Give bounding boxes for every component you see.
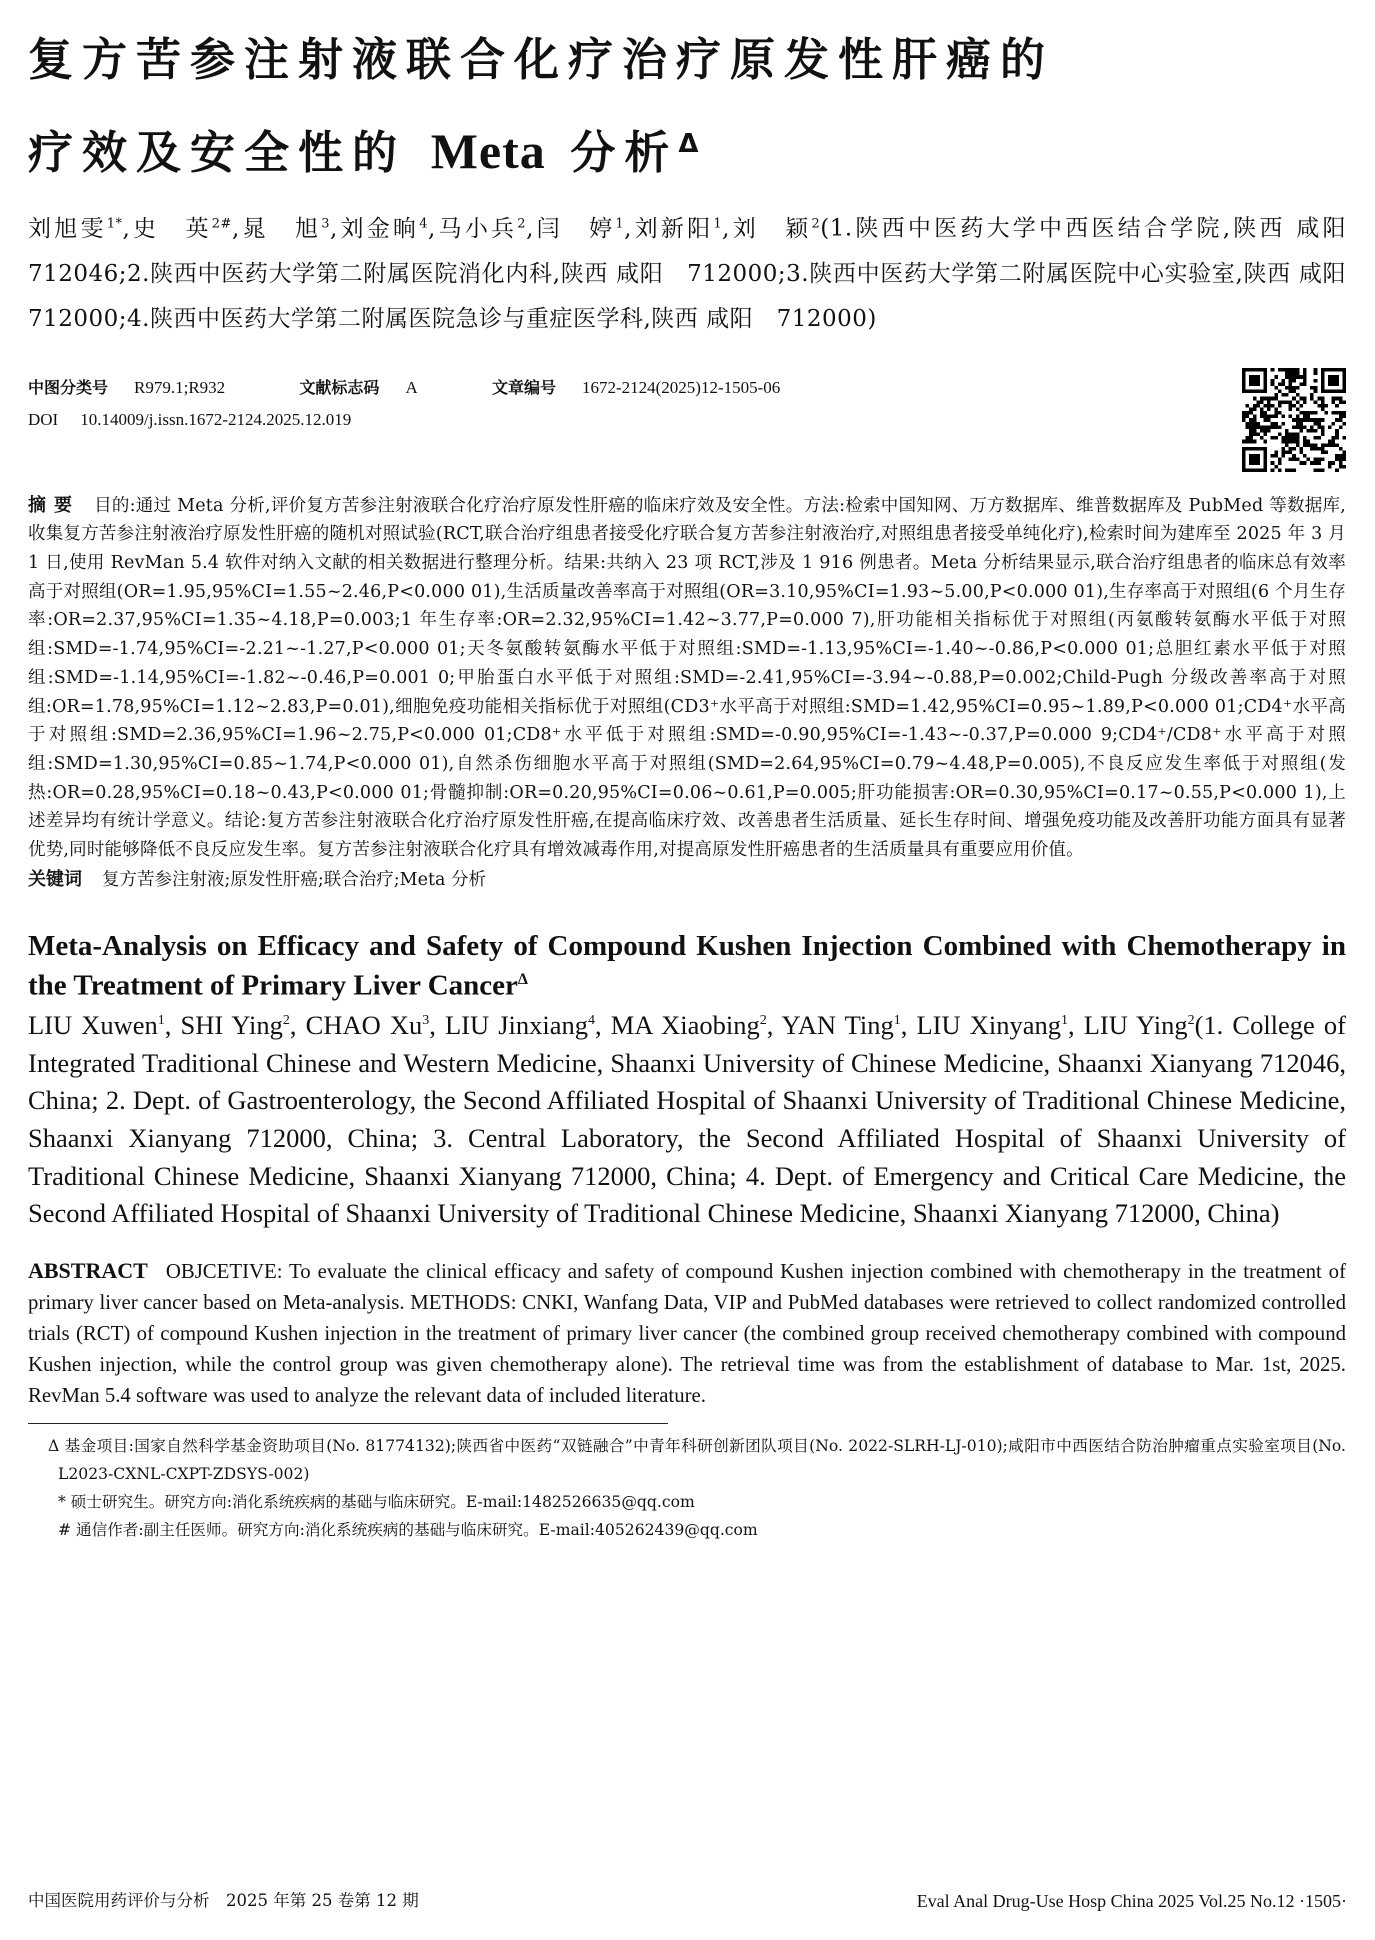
author-name: 史 英 <box>130 215 212 242</box>
footnote-first-author: * 硕士研究生。研究方向:消化系统疾病的基础与临床研究。E-mail:1482526635@qq.com <box>58 1492 695 1511</box>
clc-label: 中图分类号 <box>28 377 109 397</box>
footnote-funding: Δ 基金项目:国家自然科学基金资助项目(No. 81774132);陕西省中医药“双链融合”中青年科研创新团队项目(No. 2022-SLRH-LJ-010);咸阳市中西医结合防治肿瘤重点实验室项目(No. L2023-CXNL-CXPT-ZDSYS-002) <box>48 1436 1346 1483</box>
footer-journal-en: Eval Anal Drug-Use Hosp China 2025 Vol.25 No.12 ·1505· <box>916 1891 1347 1911</box>
author-name: CHAO Xu <box>305 1010 423 1041</box>
article-page <box>28 18 1370 1544</box>
article-no-label: 文章编号 <box>491 377 556 397</box>
footer-journal-cn: 中国医院用药评价与分析 2025 年第 25 卷第 12 期 <box>28 1891 419 1910</box>
abstract-en-text: OBJCETIVE: To evaluate the clinical efficacy and safety of compound Kushen injection combined with chemotherapy in the treatment of primary liver cancer based on Meta-analysis. METHODS: CNKI, Wanfang Data, VIP and PubMed databases were retrieved to collect randomized controlled trials (RCT) of compound Kushen injection in the treatment of primary liver cancer (the combined group received chemotherapy combined with compound Kushen injection, while the control group was given chemotherapy alone). The retrieval time was from the establishment of database to Mar. 1st, 2025. RevMan 5.4 software was used to analyze the relevant data of included literature. <box>28 1259 1346 1407</box>
author-affiliation-mark: 1 <box>893 1013 901 1029</box>
doc-code-label: 文献标志码 <box>299 377 380 397</box>
title-cn-fund-mark: Δ <box>678 129 699 159</box>
title-en <box>28 929 1346 1003</box>
author-name: 刘旭雯 <box>28 215 107 242</box>
authors-en-list: LIU Xuwen$^1$, SHI Ying$^2$, CHAO Xu$^3$, LIU Jinxiang$^4$, MA Xiaobing$^2$, YAN Ting$^1$, LIU Xinyang$^1$, LIU Ying$^2$ <box>28 1010 1195 1041</box>
author-name: 刘新阳 <box>631 215 714 242</box>
keywords-cn <box>28 865 1346 895</box>
footnote-divider <box>28 1423 668 1424</box>
meta-line-2 <box>28 404 1346 436</box>
meta-line-1 <box>28 372 1346 404</box>
abstract-en-label: ABSTRACT <box>28 1257 148 1283</box>
author-name: 晁 旭 <box>239 215 322 242</box>
author-name: LIU Jinxiang <box>444 1010 589 1041</box>
keywords-cn-text: 复方苦参注射液;原发性肝癌;联合治疗;Meta 分析 <box>102 869 486 890</box>
abstract-cn-text: 目的:通过 Meta 分析,评价复方苦参注射液联合化疗治疗原发性肝癌的临床疗效及安全性。方法:检索中国知网、万方数据库、维普数据库及 PubMed 等数据库,收集复方苦参注射液治疗原发性肝癌的随机对照试验(RCT,联合治疗组患者接受化疗联合复方苦参注射液治疗,对照组患者接受单纯化疗),检索时间为建库至 2025 年 3 月 1 日,使用 RevMan 5.4 软件对纳入文献的相关数据进行整理分析。结果:共纳入 23 项 RCT,涉及 1 916 例患者。Meta 分析结果显示,联合治疗组患者的临床总有效率高于对照组(OR=1.95,95%CI=1.55~2.46,P<0.000 01),生活质量改善率高于对照组(OR=3.10,95%CI=1.93~5.00,P<0.000 01),生存率高于对照组(6 个月生存率:OR=2.37,95%CI=1.35~4.18,P=0.003;1 年生存率:OR=2.32,95%CI=1.42~3.77,P=0.000 7),肝功能相关指标优于对照组(丙氨酸转氨酶水平低于对照组:SMD=-1.74,95%CI=-2.21~-1.27,P<0.000 01;天冬氨酸转氨酶水平低于对照组:SMD=-1.13,95%CI=-1.40~-0.86,P<0.000 01;总胆红素水平低于对照组:SMD=-1.14,95%CI=-1.82~-0.46,P=0.001 0;甲胎蛋白水平低于对照组:SMD=-2.41,95%CI=-3.94~-0.88,P=0.002;Child-Pugh 分级改善率高于对照组:OR=1.78,95%CI=1.12~2.83,P=0.01),细胞免疫功能相关指标优于对照组(CD3⁺水平高于对照组:SMD=1.42,95%CI=0.95~1.89,P<0.000 01;CD4⁺水平高于对照组:SMD=2.36,95%CI=1.96~2.75,P<0.000 01;CD8⁺水平低于对照组:SMD=-0.90,95%CI=-1.43~-0.37,P=0.000 9;CD4⁺/CD8⁺水平高于对照组:SMD=1.30,95%CI=0.85~1.74,P<0.000 01),自然杀伤细胞水平高于对照组(SMD=2.64,95%CI=0.79~4.48,P=0.005),不良反应发生率低于对照组(发热:OR=0.28,95%CI=0.18~0.43,P<0.000 01;骨髓抑制:OR=0.20,95%CI=0.06~0.61,P=0.005;肝功能损害:OR=0.30,95%CI=0.17~0.55,P<0.000 1),上述差异均有统计学意义。结论:复方苦参注射液联合化疗治疗原发性肝癌,在提高临床疗效、改善患者生活质量、延长生存时间、增强免疫功能及改善肝功能方面具有显著优势,同时能够降低不良反应发生率。复方苦参注射液联合化疗具有增效减毒作用,对提高原发性肝癌患者的生活质量具有重要应用价值。 <box>28 495 1347 861</box>
keywords-cn-label: 关键词 <box>28 868 82 890</box>
authors-en-block <box>28 1002 1346 1232</box>
author-affiliation-mark: 3 <box>321 216 330 231</box>
authors-cn-block <box>28 201 1370 342</box>
title-cn-line2-post: 分析 <box>570 126 679 179</box>
page-footer <box>28 1886 1347 1916</box>
abstract-en <box>28 1255 1346 1411</box>
author-name: MA Xiaobing <box>610 1010 760 1041</box>
abstract-cn-label: 摘要 <box>28 494 81 516</box>
authors-cn-list: 刘旭雯$^{1*}$,史 英$^{2\#}$,晁 旭$^3$,刘金晌$^4$,马小兵$^2$,闫 婷$^1$,刘新阳$^1$,刘 颖$^2$ <box>28 215 821 242</box>
author-name: LIU Xuwen <box>28 1010 158 1041</box>
author-affiliation-mark: 2# <box>211 216 232 231</box>
author-name: 刘金晌 <box>337 215 420 242</box>
author-affiliation-mark: 2 <box>517 216 527 231</box>
author-name: LIU Ying <box>1083 1010 1188 1041</box>
title-en-text: Meta-Analysis on Efficacy and Safety of Compound Kushen Injection Combined with Chemotherapy in the Treatment of Primary Liver Cancer <box>28 929 1346 1002</box>
author-name: SHI Ying <box>180 1010 283 1041</box>
author-name: 闫 婷 <box>533 215 616 242</box>
author-affiliation-mark: 2 <box>282 1013 290 1029</box>
affiliations-en: (1. College of Integrated Traditional Chinese and Western Medicine, Shaanxi University of Chinese Medicine, Shaanxi Xianyang 712046, China; 2. Dept. of Gastroenterology, the Second Affiliated Hospital of Shaanxi University of Traditional Chinese Medicine, Shaanxi Xianyang 712000, China; 3. Central Laboratory, the Second Affiliated Hospital of Shaanxi University of Traditional Chinese Medicine, Shaanxi Xianyang 712000, China; 4. Dept. of Emergency and Critical Care Medicine, the Second Affiliated Hospital of Shaanxi University of Traditional Chinese Medicine, Shaanxi Xianyang 712000, China) <box>28 1010 1346 1229</box>
author-affiliation-mark: 1 <box>1061 1013 1069 1029</box>
author-affiliation-mark: 2 <box>759 1013 767 1029</box>
author-affiliation-mark: 1 <box>157 1013 165 1029</box>
author-affiliation-mark: 1* <box>106 216 123 231</box>
article-meta <box>28 372 1346 472</box>
abstract-cn <box>28 492 1346 865</box>
author-name: 刘 颖 <box>729 215 812 242</box>
author-affiliation-mark: 2 <box>1187 1013 1195 1029</box>
author-affiliation-mark: 4 <box>588 1013 596 1029</box>
article-no-value: 1672-2124(2025)12-1505-06 <box>581 377 781 397</box>
author-affiliation-mark: 4 <box>419 216 429 231</box>
clc-value: R979.1;R932 <box>134 377 226 397</box>
author-affiliation-mark: 2 <box>811 216 821 231</box>
doi-value: 10.14009/j.issn.1672-2124.2025.12.019 <box>80 409 352 429</box>
affiliations-cn: (1.陕西中医药大学中西医结合学院,陕西 咸阳 712046;2.陕西中医药大学第二附属医院消化内科,陕西 咸阳 712000;3.陕西中医药大学第二附属医院中心实验室,陕西 咸阳 712000;4.陕西中医药大学第二附属医院急诊与重症医学科,陕西 咸阳 712000) <box>28 215 1370 332</box>
title-en-fund-mark: Δ <box>517 970 528 988</box>
doc-code-value: A <box>405 377 418 397</box>
doi-label: DOI <box>28 409 59 429</box>
author-name: LIU Xinyang <box>916 1010 1062 1041</box>
footnote-corresponding: # 通信作者:副主任医师。研究方向:消化系统疾病的基础与临床研究。E-mail:405262439@qq.com <box>58 1520 758 1539</box>
title-cn-line1: 复方苦参注射液联合化疗治疗原发性肝癌的 <box>28 33 1055 86</box>
title-cn <box>28 18 1346 195</box>
qr-code-icon <box>1242 368 1346 472</box>
author-affiliation-mark: 1 <box>615 216 625 231</box>
author-affiliation-mark: 1 <box>713 216 723 231</box>
author-name: 马小兵 <box>435 215 518 242</box>
author-name: YAN Ting <box>781 1010 894 1041</box>
author-affiliation-mark: 3 <box>422 1013 430 1029</box>
footnotes <box>28 1432 1346 1544</box>
title-cn-line2-pre: 疗效及安全性的 <box>28 126 407 179</box>
title-cn-meta-word: Meta <box>430 123 546 179</box>
